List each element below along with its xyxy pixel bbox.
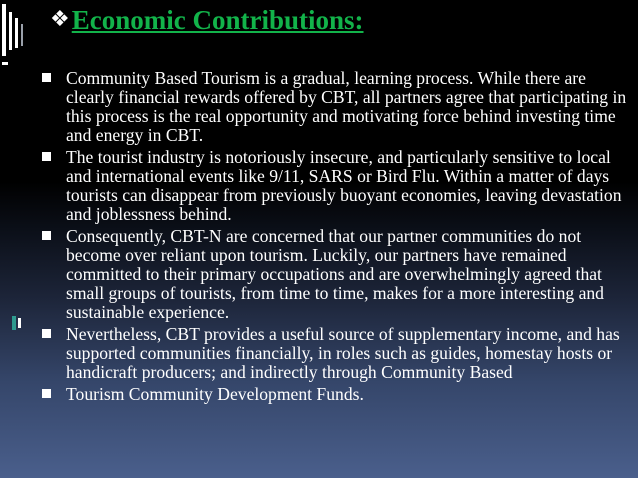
list-item-text: Tourism Community Development Funds. <box>66 384 364 404</box>
deco-bar <box>9 12 12 50</box>
list-item-text: Community Based Tourism is a gradual, learning process. While there are clearly financial rewards offered by CBT, all partners agree that participating in this process is the real opportunity and motivating force behind investing time and energy in CBT. <box>66 68 627 145</box>
list-item-text: Consequently, CBT-N are concerned that our partner communities do not become over reliant upon tourism. Luckily, our partners have remained committed to their primary occupations and are overwhelmingly agreed that small groups of tourists, from time to time, makes for a more interesting and sustainable experience. <box>66 226 604 322</box>
square-bullet-icon <box>42 231 51 240</box>
list-item <box>36 325 634 382</box>
deco-bar <box>15 18 18 48</box>
deco-bar <box>2 4 6 56</box>
square-bullet-icon <box>42 73 51 82</box>
list-item <box>36 385 634 404</box>
square-bullet-icon <box>42 389 51 398</box>
slide-title: Economic Contributions: <box>71 5 364 35</box>
list-item-text: Nevertheless, CBT provides a useful source of supplementary income, and has supported communities financially, in roles such as guides, homestay hosts or handicraft producers; and indirectly through Community Based <box>66 324 620 382</box>
list-item <box>36 69 634 145</box>
deco-bar <box>21 24 23 46</box>
title-row <box>50 4 364 36</box>
square-bullet-icon <box>42 329 51 338</box>
bullet-list <box>36 69 634 407</box>
list-item <box>36 227 634 322</box>
list-item-text: The tourist industry is notoriously insecure, and particularly sensitive to local and international events like 9/11, SARS or Bird Flu. Within a matter of days tourists can disappear from previously buoyant economies, leaving devastation and joblessness behind. <box>66 147 622 224</box>
list-item <box>36 148 634 224</box>
deco-bar <box>18 318 21 328</box>
diamond-bullet-icon: ❖ <box>50 7 70 32</box>
left-decoration <box>0 0 30 478</box>
deco-bar <box>2 62 8 65</box>
square-bullet-icon <box>42 152 51 161</box>
deco-bar <box>12 316 16 330</box>
